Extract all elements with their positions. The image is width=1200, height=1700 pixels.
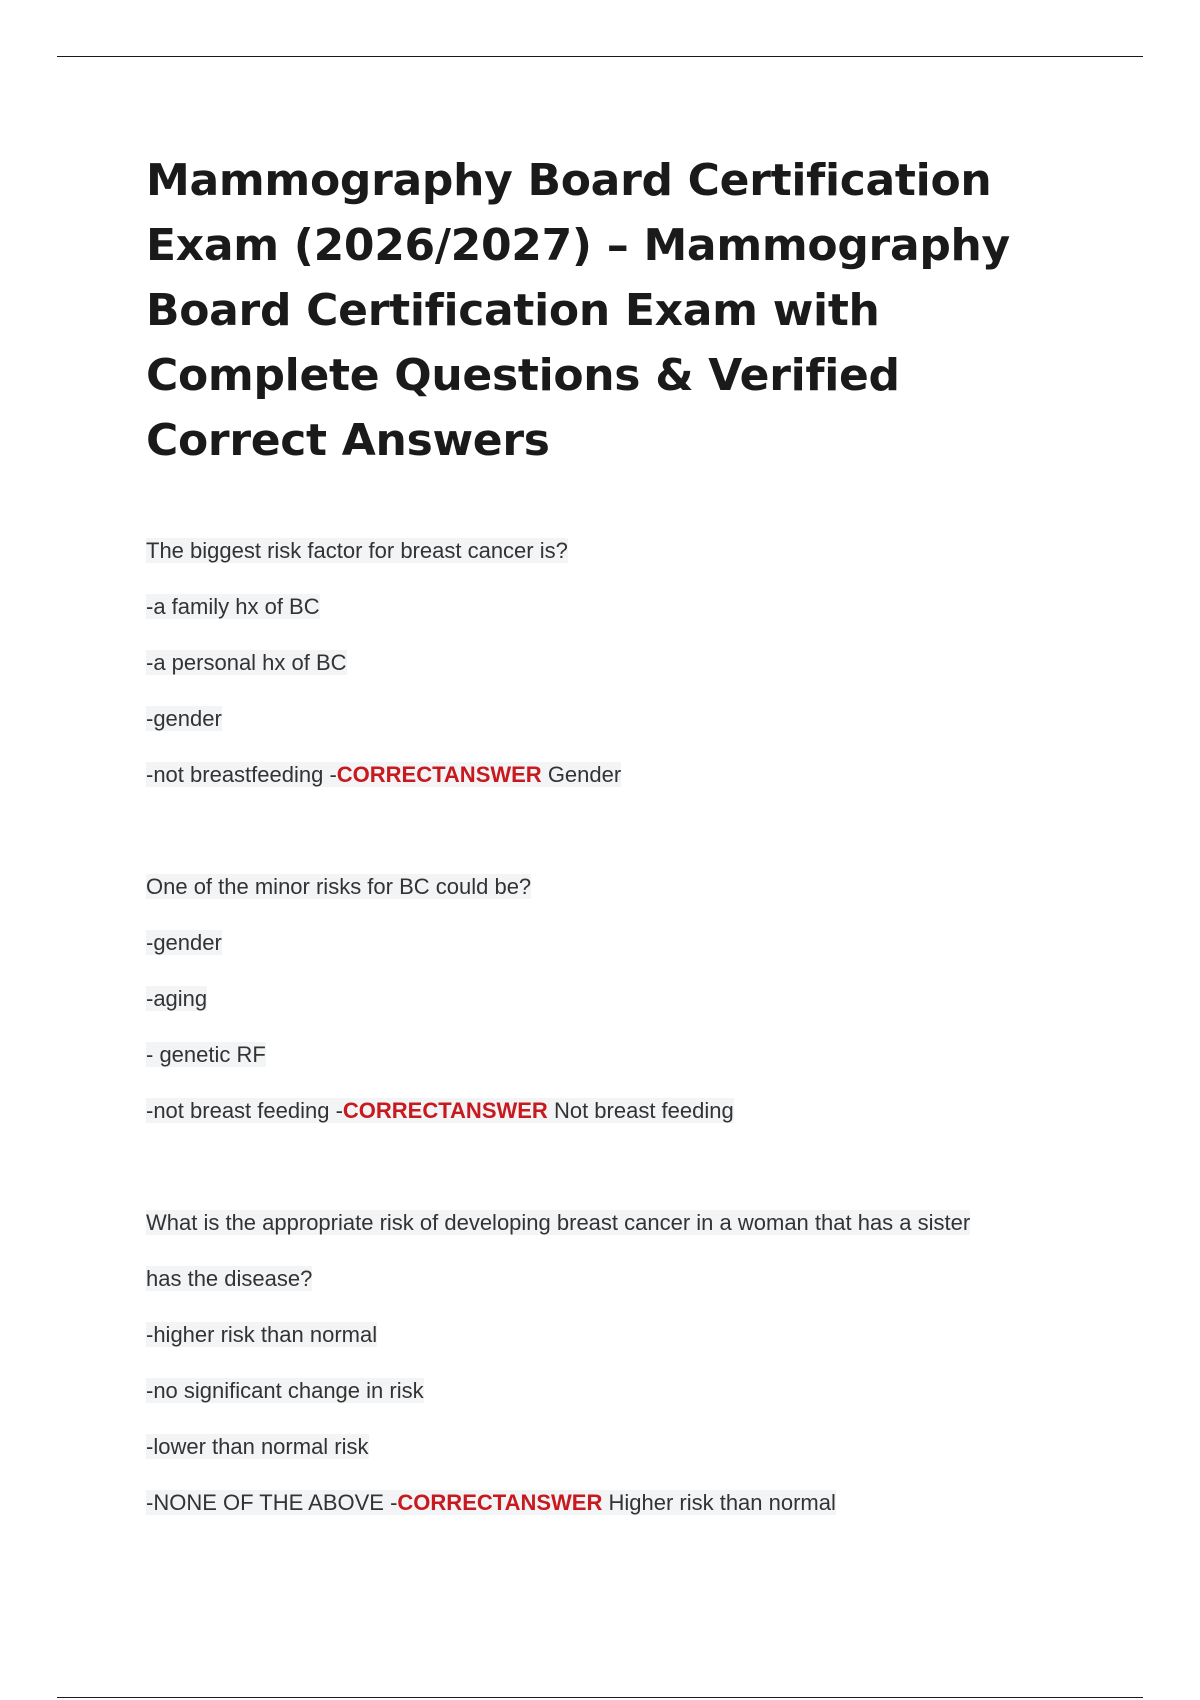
answer-option: -a family hx of BC <box>146 594 320 619</box>
answer-option: -no significant change in risk <box>146 1378 424 1403</box>
question-block <box>146 523 1086 803</box>
document-title: Mammography Board Certification Exam (2026/2027) – Mammography Board Certification Exam with Complete Questions & Verified Correct Answers <box>146 155 1010 466</box>
question-line: The biggest risk factor for breast cancer is? <box>146 538 568 563</box>
last-option: -not breastfeeding - <box>146 762 337 787</box>
last-option: -not breast feeding - <box>146 1098 343 1123</box>
correct-answer: Gender <box>541 762 622 787</box>
question-block <box>146 859 1086 1139</box>
answer-line <box>146 747 1086 803</box>
answer-option: -gender <box>146 706 222 731</box>
correct-answer-marker: CORRECTANSWER <box>397 1490 603 1515</box>
answer-line <box>146 1083 1086 1139</box>
correct-answer: Higher risk than normal <box>602 1490 836 1515</box>
document-body <box>146 148 1086 1587</box>
question-line: has the disease? <box>146 1266 313 1291</box>
answer-option: -a personal hx of BC <box>146 650 347 675</box>
question-text <box>146 523 1086 579</box>
correct-answer-marker: CORRECTANSWER <box>342 1098 548 1123</box>
answer-option: -higher risk than normal <box>146 1322 378 1347</box>
question-text <box>146 1195 1086 1251</box>
bottom-rule <box>57 1697 1143 1698</box>
question-text <box>146 859 1086 915</box>
last-option: -NONE OF THE ABOVE - <box>146 1490 398 1515</box>
answer-option: -gender <box>146 930 222 955</box>
question-text-continued <box>146 1251 1086 1307</box>
answer-option: - genetic RF <box>146 1042 266 1067</box>
correct-answer-marker: CORRECTANSWER <box>336 762 542 787</box>
answer-line <box>146 1475 1086 1531</box>
top-rule <box>57 56 1143 57</box>
question-list <box>146 523 1086 1531</box>
question-block <box>146 1195 1086 1531</box>
question-line: One of the minor risks for BC could be? <box>146 874 532 899</box>
answer-option: -lower than normal risk <box>146 1434 369 1459</box>
answer-option: -aging <box>146 986 208 1011</box>
correct-answer: Not breast feeding <box>547 1098 734 1123</box>
question-line: What is the appropriate risk of developing breast cancer in a woman that has a sister <box>146 1210 971 1235</box>
